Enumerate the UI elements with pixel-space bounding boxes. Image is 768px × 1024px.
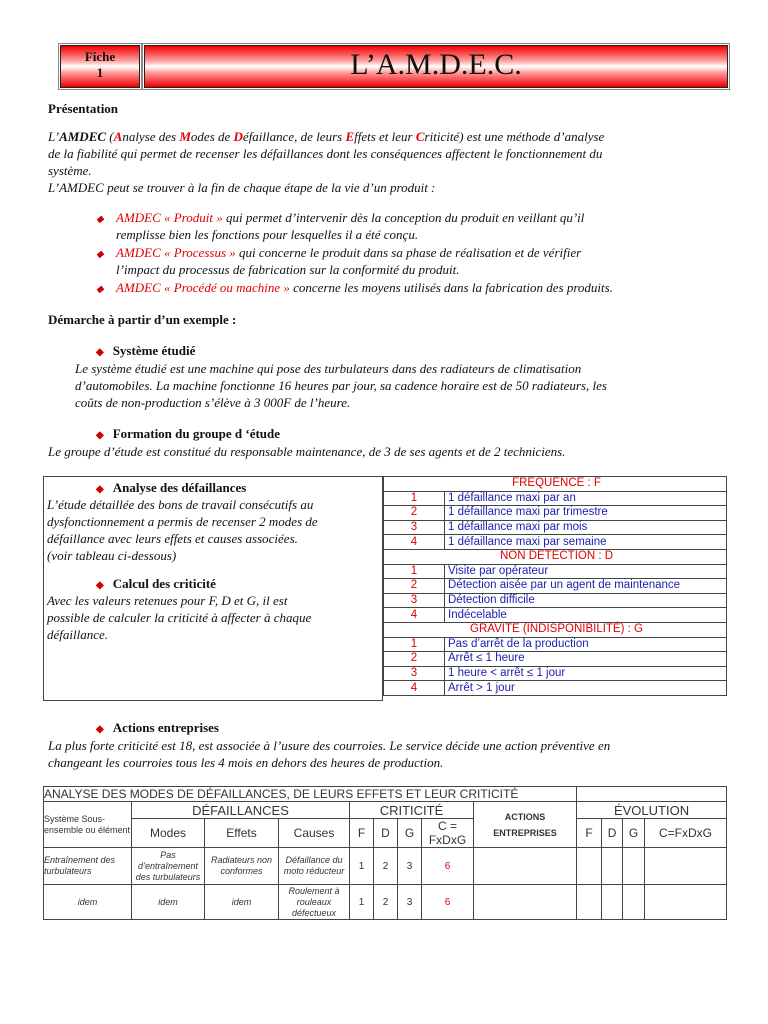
scale-row [384, 608, 727, 623]
list-item [96, 279, 736, 296]
scale-description: Détection difficile [445, 593, 727, 608]
scale-row [384, 666, 727, 681]
amdec-table [43, 786, 727, 920]
page-title: L’A.M.D.E.C. [350, 48, 522, 81]
bullet-text: l’impact du processus de fabrication sur la conformité du produit. [116, 262, 460, 277]
calcul-paragraph [47, 592, 382, 643]
heading-text: Système étudié [112, 343, 196, 358]
scale-row [384, 564, 727, 579]
amdec-word: AMDEC [59, 129, 107, 144]
header-text: ACTIONS [504, 811, 546, 822]
bullet-title: AMDEC « Produit » [116, 210, 223, 225]
column-header: C=FxDxG [645, 819, 727, 848]
heading-text: Formation du groupe d ‘étude [112, 426, 281, 441]
bullet-title: AMDEC « Procédé ou machine » [116, 280, 290, 295]
criticality-value: 6 [422, 885, 474, 920]
scales-table [383, 476, 727, 696]
column-header: Causes [279, 819, 350, 848]
diamond-bullet-icon: ◆ [96, 284, 104, 295]
fiche-box [60, 45, 140, 88]
empty-cell [602, 885, 623, 920]
scale-description: 1 heure < arrêt ≤ 1 jour [445, 666, 727, 681]
heading-text: Actions entreprises [112, 720, 219, 735]
letter-c: C [415, 129, 425, 144]
diamond-bullet-icon: ◆ [96, 724, 104, 735]
actions-heading [96, 720, 219, 736]
scale-level: 2 [384, 579, 445, 594]
scale-row [384, 535, 727, 550]
fiche-label: Fiche [84, 49, 116, 64]
scale-title: GRAVITE (INDISPONIBILITÉ) : G [384, 622, 727, 637]
column-header: F [350, 819, 374, 848]
scale-level: 1 [384, 637, 445, 652]
scale-level: 1 [384, 564, 445, 579]
systeme-heading [96, 343, 195, 359]
cell: 2 [374, 848, 398, 885]
scale-description: Arrêt ≤ 1 heure [445, 652, 727, 667]
scale-title: NON DETECTION : D [384, 549, 727, 564]
bullet-text: qui concerne le produit dans sa phase de réalisation et de vérifier [235, 245, 582, 260]
scale-level: 4 [384, 535, 445, 550]
cell: 1 [350, 885, 374, 920]
empty-cell [645, 885, 727, 920]
cell: 1 [350, 848, 374, 885]
letter-d: D [233, 129, 243, 144]
table-row [44, 885, 727, 920]
groupe-text: Le groupe d’étude est constitué du responsable maintenance, de 3 de ses agents et de 2 techniciens. [48, 444, 566, 459]
scale-level: 1 [384, 491, 445, 506]
column-header: D [374, 819, 398, 848]
cell: 3 [398, 885, 422, 920]
diamond-bullet-icon: ◆ [96, 214, 104, 225]
cell: Radiateurs non conformes [205, 848, 279, 885]
demarche-heading: Démarche à partir d’un exemple : [48, 312, 237, 327]
text-line: La plus forte criticité est 18, est associée à l’usure des courroies. Le service décide une action préventive en [48, 738, 611, 753]
bullet-text: qui permet d’intervenir dès la conception du produit en veillant qu’il [222, 210, 585, 225]
diamond-bullet-icon: ◆ [96, 249, 104, 260]
presentation-paragraph [48, 128, 728, 196]
scale-level: 4 [384, 608, 445, 623]
scale-description: Indécelable [445, 608, 727, 623]
scale-row [384, 579, 727, 594]
letter-e: E [345, 129, 355, 144]
scale-level: 2 [384, 506, 445, 521]
scale-row [384, 637, 727, 652]
text: L’ [48, 129, 60, 144]
system-header: Système Sous-ensemble ou élément [44, 802, 132, 848]
text-line: L’étude détaillée des bons de travail consécutifs au [47, 497, 314, 512]
cell: idem [205, 885, 279, 920]
scale-description: Arrêt > 1 jour [445, 681, 727, 696]
table-title: ANALYSE DES MODES DE DÉFAILLANCES, DE LEURS EFFETS ET LEUR CRITICITÉ [44, 787, 577, 802]
empty-cell [623, 848, 645, 885]
text: ( [106, 129, 114, 144]
scale-level: 3 [384, 520, 445, 535]
scale-description: Visite par opérateur [445, 564, 727, 579]
cell: Défaillance du moto réducteur [279, 848, 350, 885]
diamond-bullet-icon: ◆ [96, 347, 104, 358]
heading-text: Calcul des criticité [112, 576, 216, 591]
text: nalyse des [122, 129, 180, 144]
diamond-bullet-icon: ◆ [96, 484, 104, 495]
calcul-heading [96, 576, 382, 592]
empty-cell [474, 885, 577, 920]
scale-description: 1 défaillance maxi par an [445, 491, 727, 506]
empty-cell [623, 885, 645, 920]
text-line: Le système étudié est une machine qui pose des turbulateurs dans des radiateurs de climatisation [75, 361, 582, 376]
table-row [44, 848, 727, 885]
evolution-header: ÉVOLUTION [577, 802, 727, 819]
column-header: Effets [205, 819, 279, 848]
scale-description: 1 défaillance maxi par mois [445, 520, 727, 535]
cell: Roulement à rouleaux défectueux [279, 885, 350, 920]
cell: Pas d’entraînement des turbulateurs [132, 848, 205, 885]
criticite-header: CRITICITÉ [350, 802, 474, 819]
header-text: ENTREPRISES [493, 827, 557, 838]
scale-level: 2 [384, 652, 445, 667]
empty-cell [577, 885, 602, 920]
cell: Entraînement des turbulateurs [44, 848, 132, 885]
text: ffets et leur [354, 129, 416, 144]
list-item [96, 244, 736, 279]
text-line: Avec les valeurs retenues pour F, D et G, il est [47, 593, 288, 608]
column-header: Modes [132, 819, 205, 848]
column-header: F [577, 819, 602, 848]
cell: idem [132, 885, 205, 920]
text-line: (voir tableau ci-dessous) [47, 548, 177, 563]
scale-level: 3 [384, 666, 445, 681]
text-line: système. [48, 163, 92, 178]
bullet-title: AMDEC « Processus » [116, 245, 236, 260]
text: odes de [190, 129, 234, 144]
scale-title: FREQUENCE : F [384, 477, 727, 492]
text: éfaillance, de leurs [242, 129, 346, 144]
text-line: L’AMDEC peut se trouver à la fin de chaque étape de la vie d’un produit : [48, 180, 436, 195]
column-header: G [398, 819, 422, 848]
text-line: coûts de non-production s’élève à 3 000F de l’heure. [75, 395, 351, 410]
bullet-text: concerne les moyens utilisés dans la fabrication des produits. [289, 280, 613, 295]
diamond-bullet-icon: ◆ [96, 580, 104, 591]
scale-description: 1 défaillance maxi par semaine [445, 535, 727, 550]
scale-row [384, 491, 727, 506]
scale-row [384, 506, 727, 521]
criticality-value: 6 [422, 848, 474, 885]
list-item [96, 209, 736, 244]
letter-m: M [179, 129, 191, 144]
empty-cell [577, 787, 727, 802]
scale-description: Détection aisée par un agent de maintenance [445, 579, 727, 594]
actions-header [474, 802, 577, 848]
scale-row [384, 681, 727, 696]
cell: idem [44, 885, 132, 920]
column-header: D [602, 819, 623, 848]
amdec-types-list [96, 209, 736, 296]
fiche-number: 1 [96, 65, 104, 80]
defaillances-header: DÉFAILLANCES [132, 802, 350, 819]
analyse-heading [96, 480, 382, 496]
column-header: C = FxDxG [422, 819, 474, 848]
text-line: changeant les courroies tous les 4 mois en dehors des heures de production. [48, 755, 444, 770]
letter-a: A [113, 129, 123, 144]
title-box [144, 45, 728, 88]
empty-cell [602, 848, 623, 885]
empty-cell [474, 848, 577, 885]
text: riticité) est une méthode d’analyse [424, 129, 605, 144]
bullet-text: remplisse bien les fonctions pour lesquelles il a été conçu. [116, 227, 419, 242]
scale-description: Pas d’arrêt de la production [445, 637, 727, 652]
actions-paragraph [48, 737, 738, 771]
text-line: défaillance avec leurs effets et causes associées. [47, 531, 298, 546]
scale-level: 3 [384, 593, 445, 608]
text-line: possible de calculer la criticité à affecter à chaque [47, 610, 312, 625]
cell: 3 [398, 848, 422, 885]
cell: 2 [374, 885, 398, 920]
systeme-paragraph [75, 360, 735, 411]
scale-row [384, 520, 727, 535]
analysis-box [43, 476, 383, 701]
diamond-bullet-icon: ◆ [96, 430, 104, 441]
scale-row [384, 593, 727, 608]
analyse-paragraph [47, 496, 382, 564]
empty-cell [645, 848, 727, 885]
scale-row [384, 652, 727, 667]
text-line: dysfonctionnement a permis de recenser 2 modes de [47, 514, 318, 529]
presentation-heading: Présentation [48, 101, 119, 116]
text-line: d’automobiles. La machine fonctionne 16 heures par jour, sa cadence horaire est de 50 radiateurs, les [75, 378, 607, 393]
text-line: de la fiabilité qui permet de recenser les défaillances dont les conséquences affectent le fonctionnement du [48, 146, 603, 161]
heading-text: Analyse des défaillances [112, 480, 247, 495]
text-line: défaillance. [47, 627, 109, 642]
empty-cell [577, 848, 602, 885]
groupe-heading [96, 426, 280, 442]
column-header: G [623, 819, 645, 848]
scale-level: 4 [384, 681, 445, 696]
scale-description: 1 défaillance maxi par trimestre [445, 506, 727, 521]
